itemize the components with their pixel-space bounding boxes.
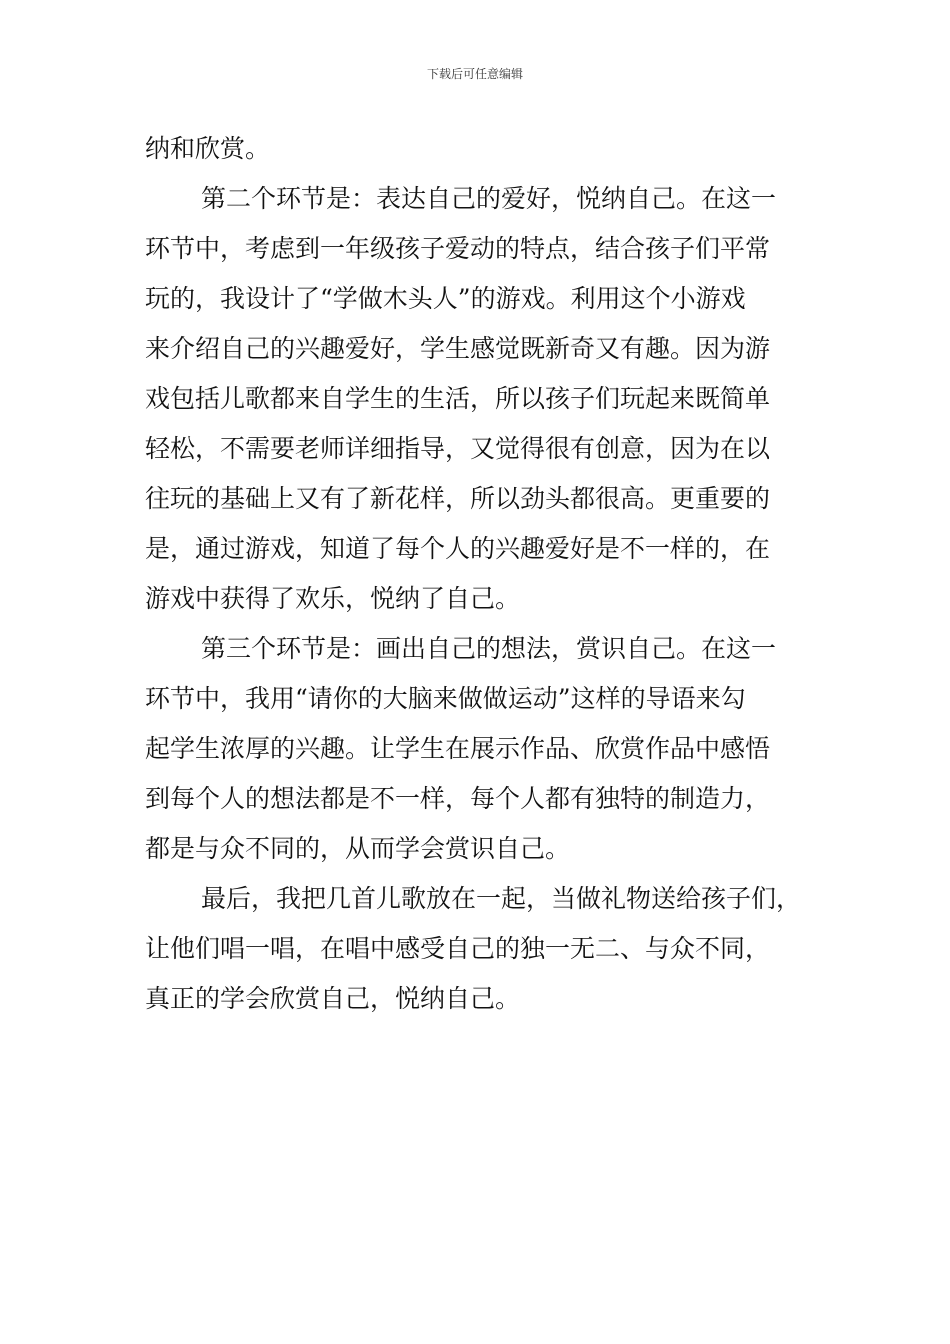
text-line: 环节中，考虑到一年级孩子爱动的特点，结合孩子们平常 [145,234,771,263]
text-line: 真正的学会欣赏自己，悦纳自己。 [145,984,521,1013]
text-line: 最后，我把几首儿歌放在一起，当做礼物送给孩子们， [201,884,802,913]
text-line: 轻松，不需要老师详细指导，又觉得很有创意，因为在以 [145,434,771,463]
text-line: 玩的，我设计了“学做木头人”的游戏。利用这个小游戏 [145,284,746,313]
text-line: 都是与众不同的，从而学会赏识自己。 [145,834,571,863]
paragraph-4 [145,874,813,1024]
text-line: 来介绍自己的兴趣爱好，学生感觉既新奇又有趣。因为游 [145,334,771,363]
text-line: 游戏中获得了欢乐，悦纳了自己。 [145,584,521,613]
paragraph-3 [145,624,813,874]
page-header: 下载后可任意编辑 [426,67,523,81]
document-body [145,124,813,1024]
text-line: 第三个环节是：画出自己的想法，赏识自己。在这一 [201,634,777,663]
text-line: 让他们唱一唱，在唱中感受自己的独一无二、与众不同， [145,934,771,963]
text-line: 往玩的基础上又有了新花样，所以劲头都很高。更重要的 [145,484,771,513]
text-line: 环节中，我用“请你的大脑来做做运动”这样的导语来勾 [145,684,746,713]
paragraph-2 [145,174,813,624]
text-line: 起学生浓厚的兴趣。让学生在展示作品、欣赏作品中感悟 [145,734,771,763]
text-line: 第二个环节是：表达自己的爱好，悦纳自己。在这一 [201,184,777,213]
text-line: 戏包括儿歌都来自学生的生活，所以孩子们玩起来既简单 [145,384,771,413]
text-line: 纳和欣赏。 [145,134,271,163]
paragraph-1 [145,124,813,174]
text-line: 是，通过游戏，知道了每个人的兴趣爱好是不一样的，在 [145,534,771,563]
text-line: 到每个人的想法都是不一样，每个人都有独特的制造力， [145,784,771,813]
